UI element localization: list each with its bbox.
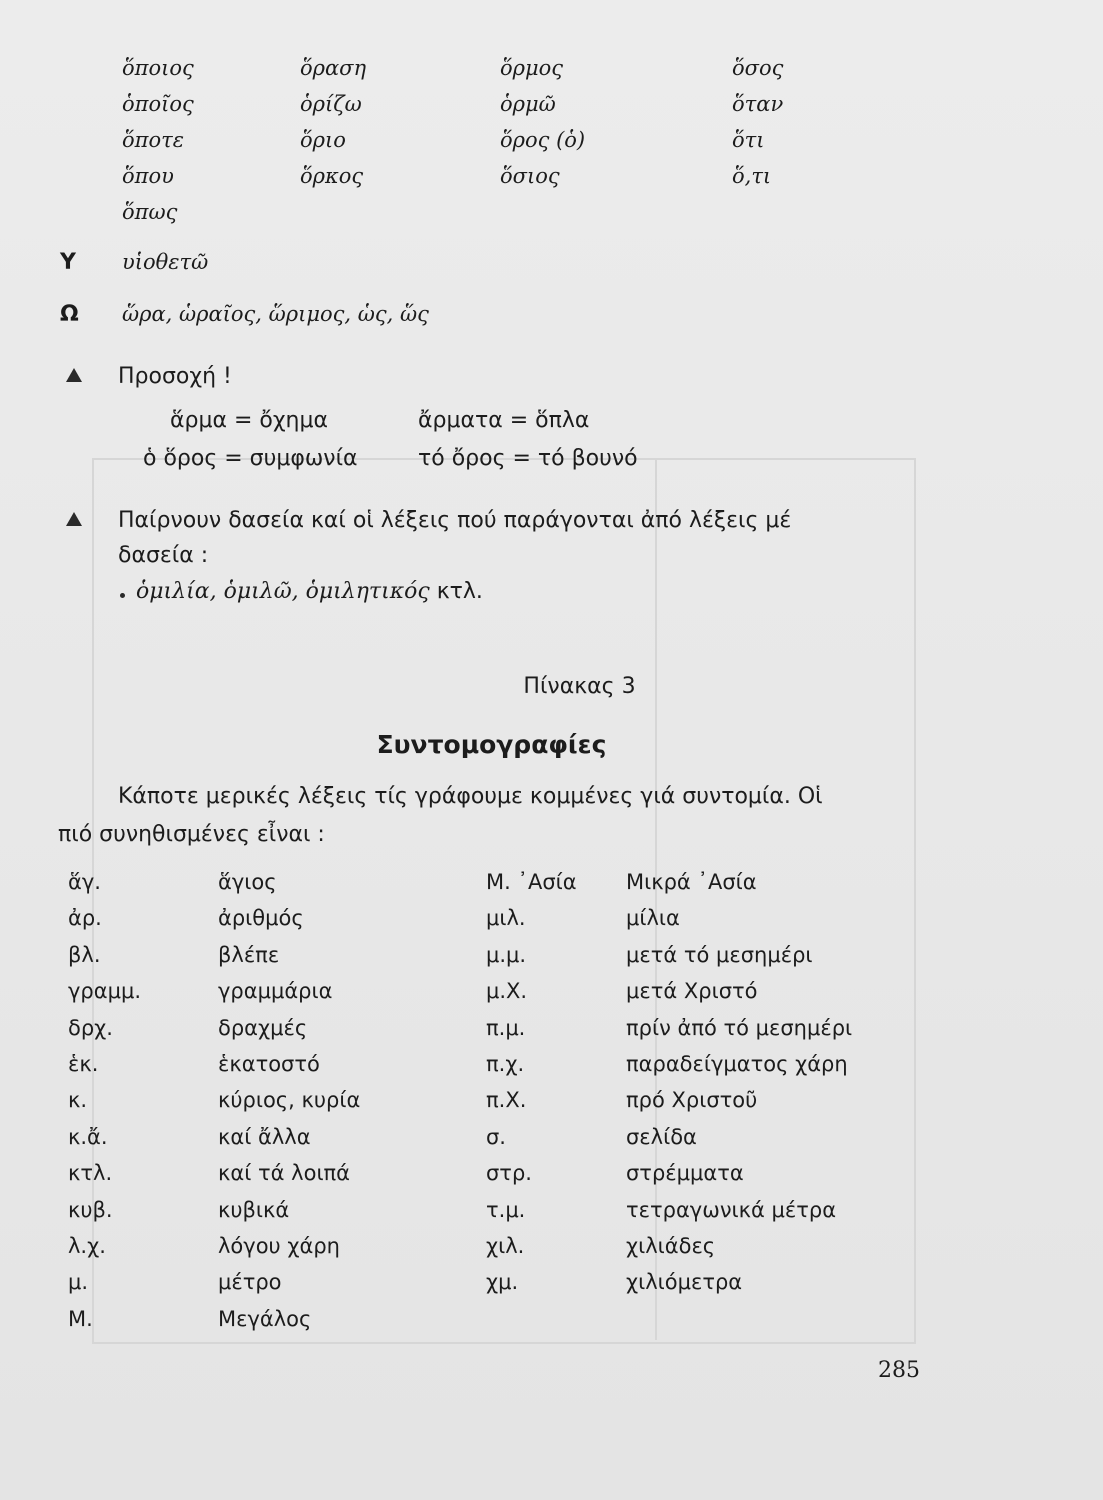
abbreviation: ἅγ. (68, 870, 101, 894)
section-words: υἱοθετῶ (122, 250, 209, 274)
meaning: γραμμάρια (218, 979, 333, 1004)
abbreviation: ἑκ. (68, 1051, 99, 1076)
section-letter: Ω (60, 302, 79, 327)
abbreviation: κυβ. (68, 1197, 113, 1222)
meaning: σελίδα (626, 1124, 697, 1149)
abbreviation: μ.μ. (486, 942, 527, 967)
abbreviation: χιλ. (486, 1233, 525, 1258)
abbreviation: μιλ. (486, 906, 526, 931)
word-item: ὅταν (732, 92, 784, 116)
meaning: κυβικά (218, 1197, 290, 1222)
word-item: ὅσιος (500, 164, 560, 188)
equation-text: τό ὄρος = τό βουνό (418, 446, 638, 471)
abbreviation: κ.ἄ. (68, 1124, 108, 1149)
meaning: μέτρο (218, 1270, 282, 1295)
word-item: ὅσος (732, 56, 784, 80)
word-column-3 (500, 50, 585, 194)
meaning: πρό Χριστοῦ (626, 1088, 758, 1113)
word-item: ὅποτε (122, 128, 184, 152)
rule-line-2: δασεία : (118, 543, 209, 568)
abbr-right-column (486, 864, 577, 1301)
meaning-left-column (218, 864, 360, 1337)
abbreviation: κτλ. (68, 1161, 113, 1186)
meaning: καί ἄλλα (218, 1124, 311, 1149)
word-item: ὅρμος (500, 56, 564, 80)
abbreviation: γραμμ. (68, 979, 141, 1004)
meaning: ἀριθμός (218, 906, 304, 931)
example-words: ὁμιλία, ὁμιλῶ, ὁμιλητικός (136, 579, 430, 604)
equation-text: ὁ ὅρος = συμφωνία (143, 446, 358, 471)
meaning: πρίν ἀπό τό μεσημέρι (626, 1015, 853, 1040)
abbr-left-column (68, 864, 141, 1337)
abbreviation: βλ. (68, 942, 101, 967)
word-item: ὅπου (122, 164, 174, 188)
section-letter: Υ (60, 250, 76, 275)
meaning: τετραγωνικά μέτρα (626, 1197, 837, 1222)
word-column-1 (122, 50, 194, 230)
abbreviation: Μ. ᾽Ασία (486, 870, 577, 894)
equation-1-right (418, 408, 589, 433)
abbreviation: στρ. (486, 1161, 532, 1186)
equation-2-right (418, 446, 638, 471)
meaning: βλέπε (218, 942, 280, 967)
meaning: μίλια (626, 906, 680, 931)
abbreviation: π.χ. (486, 1051, 525, 1076)
meaning: ἑκατοστό (218, 1051, 320, 1076)
word-item: ὅριο (300, 128, 346, 152)
intro-line-2: πιό συνηθισμένες εἶναι : (58, 822, 325, 847)
meaning: Μικρά ᾽Ασία (626, 870, 757, 894)
meaning-right-column (626, 864, 852, 1301)
equation-1-left (170, 408, 328, 433)
abbreviation: κ. (68, 1088, 88, 1113)
abbreviation: δρχ. (68, 1015, 113, 1040)
word-item: ὅποιος (122, 56, 194, 80)
word-column-2 (300, 50, 366, 194)
abbreviation: λ.χ. (68, 1233, 106, 1258)
meaning: Μεγάλος (218, 1306, 312, 1331)
warning-triangle-icon (66, 512, 82, 526)
word-column-4 (732, 50, 783, 194)
word-item: ὅρος (ὁ) (500, 128, 586, 152)
word-item: ὅ,τι (732, 164, 772, 188)
rule-line-1: Παίρνουν δασεία καί οἱ λέξεις πού παράγονται ἀπό λέξεις μέ (118, 508, 792, 533)
word-item: ὁποῖος (122, 92, 194, 116)
abbreviation: π.μ. (486, 1015, 526, 1040)
meaning: καί τά λοιπά (218, 1161, 351, 1186)
word-item: ὅραση (300, 56, 367, 80)
equation-text: ἄρματα = ὅπλα (418, 408, 590, 433)
meaning: χιλιάδες (626, 1233, 716, 1258)
page-number: 285 (878, 1358, 920, 1383)
word-item: ὁρίζω (300, 92, 362, 116)
word-item: ὅτι (732, 128, 765, 152)
meaning: χιλιόμετρα (626, 1270, 743, 1295)
table-label: Πίνακας 3 (523, 674, 636, 699)
meaning: ἅγιος (218, 870, 277, 894)
meaning: λόγου χάρη (218, 1233, 340, 1258)
bullet-icon (120, 593, 125, 598)
meaning: μετά Χριστό (626, 979, 758, 1004)
example-abbreviation: κτλ. (436, 579, 483, 604)
abbreviation: χμ. (486, 1270, 519, 1295)
equation-text: ἅρμα = ὄχημα (170, 408, 328, 433)
word-item: ὅπως (122, 200, 178, 224)
meaning: στρέμματα (626, 1161, 744, 1186)
intro-line-1: Κάποτε μερικές λέξεις τίς γράφουμε κομμένες γιά συντομία. Οἱ (118, 784, 823, 809)
abbreviation: σ. (486, 1124, 506, 1149)
meaning: παραδείγματος χάρη (626, 1051, 848, 1076)
table-title: Συντομογραφίες (376, 730, 607, 759)
abbreviation: μ.Χ. (486, 979, 528, 1004)
attention-label: Προσοχή ! (118, 364, 232, 389)
abbreviation: μ. (68, 1270, 89, 1295)
abbreviation: ἀρ. (68, 906, 102, 931)
word-item: ὅρκος (300, 164, 364, 188)
abbreviation: π.Χ. (486, 1088, 527, 1113)
abbreviation: τ.μ. (486, 1197, 526, 1222)
meaning: δραχμές (218, 1015, 308, 1040)
warning-triangle-icon (66, 368, 82, 382)
meaning: μετά τό μεσημέρι (626, 942, 813, 967)
meaning: κύριος, κυρία (218, 1088, 361, 1113)
section-words: ὥρα, ὡραῖος, ὥριμος, ὡς, ὥς (122, 302, 429, 326)
word-item: ὁρμῶ (500, 92, 556, 116)
equation-2-left (143, 446, 358, 471)
example-line (136, 579, 483, 604)
abbreviation: Μ. (68, 1306, 93, 1331)
